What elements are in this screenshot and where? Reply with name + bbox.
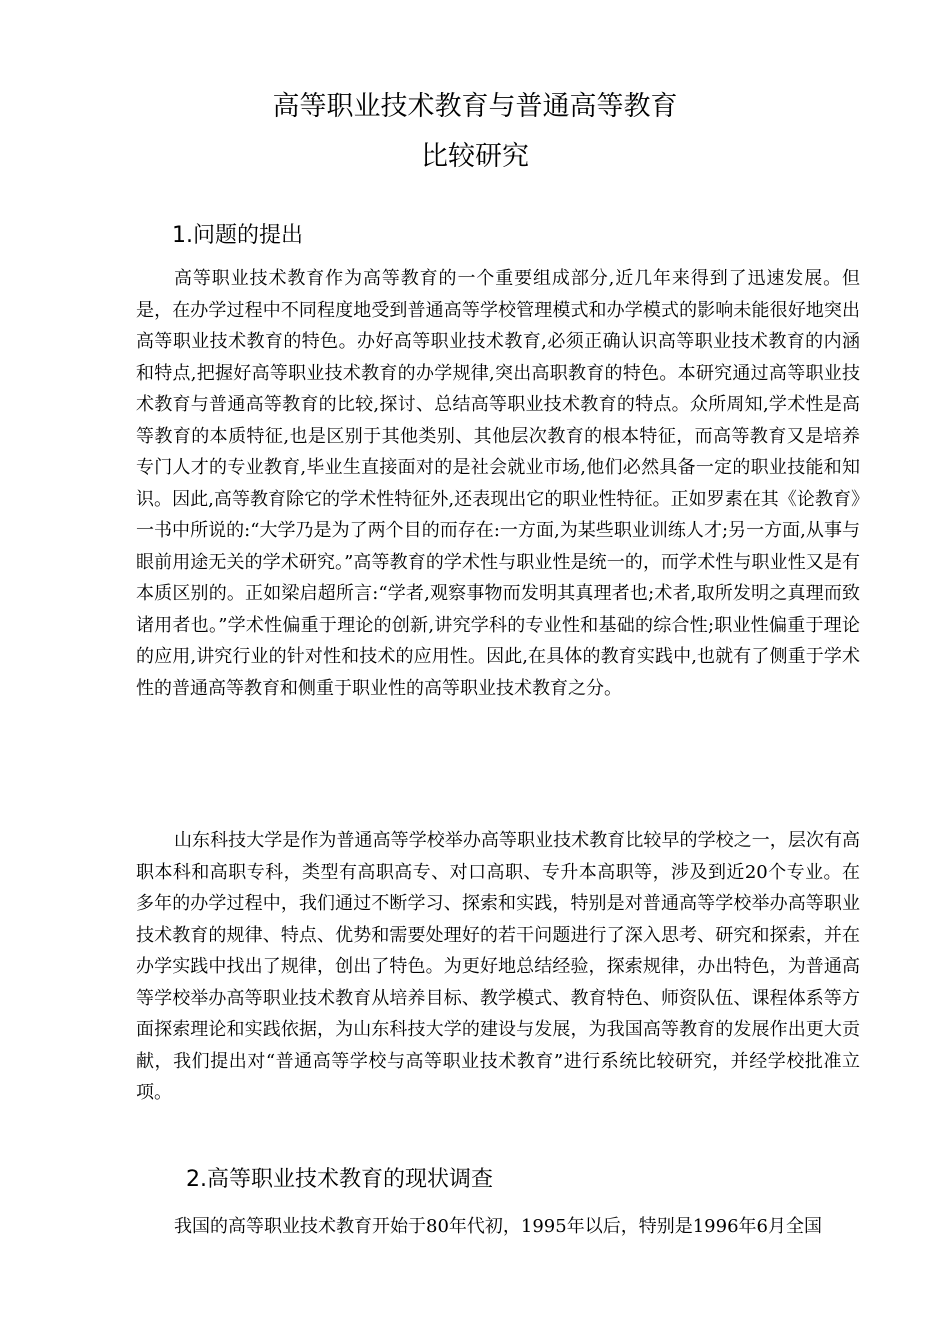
document-title-line-1: 高等职业技术教育与普通高等教育 [272, 91, 678, 122]
section-1-heading: 1.问题的提出 [172, 223, 303, 248]
section-1-paragraph-1: 高等职业技术教育作为高等教育的一个重要组成部分,近几年来得到了迅速发展。但是，在办学过程中不同程度地受到普通高等学校管理模式和办学模式的影响未能很好地突出高等职业技术教育的特色。办好高等职业技术教育,必须正确认识高等职业技术教育的内涵和特点,把握好高等职业技术教育的办学规律,突出高职教育的特色。本研究通过高等职业技术教育与普通高等教育的比较,探讨、总结高等职业技术教育的特点。众所周知,学术性是高等教育的本质特征,也是区别于其他类别、其他层次教育的根本特征，而高等教育又是培养专门人才的专业教育,毕业生直接面对的是社会就业市场,他们必然具备一定的职业技能和知识。因此,高等教育除它的学术性特征外,还表现出它的职业性特征。正如罗素在其《论教育》一书中所说的:“大学乃是为了两个目的而存在:一方面,为某些职业训练人才;另一方面,从事与眼前用途无关的学术研究。”高等教育的学术性与职业性是统一的，而学术性与职业性又是有本质区别的。正如梁启超所言:“学者,观察事物而发明其真理者也;术者,取所发明之真理而致诸用者也。”学术性偏重于理论的创新,讲究学科的专业性和基础的综合性;职业性偏重于理论的应用,讲究行业的针对性和技术的应用性。因此,在具体的教育实践中,也就有了侧重于学术性的普通高等教育和侧重于职业性的高等职业技术教育之分。 [136, 268, 860, 699]
section-2-heading: 2.高等职业技术教育的现状调查 [186, 1167, 493, 1192]
section-1-paragraph-2: 山东科技大学是作为普通高等学校举办高等职业技术教育比较早的学校之一，层次有高职本科和高职专科，类型有高职高专、对口高职、专升本高职等，涉及到近20个专业。在多年的办学过程中，我们通过不断学习、探索和实践，特别是对普通高等学校举办高等职业技术教育的规律、特点、优势和需要处理好的若干问题进行了深入思考、研究和探索，并在办学实践中找出了规律，创出了特色。为更好地总结经验，探索规律，办出特色，为普通高等学校举办高等职业技术教育从培养目标、教学模式、教育特色、师资队伍、课程体系等方面探索理论和实践依据，为山东科技大学的建设与发展，为我国高等教育的发展作出更大贡献，我们提出对“普通高等学校与高等职业技术教育”进行系统比较研究，并经学校批准立项。 [136, 830, 860, 1103]
section-2-paragraph-1: 我国的高等职业技术教育开始于80年代初，1995年以后，特别是1996年6月全国 [174, 1216, 822, 1237]
document-title-line-2: 比较研究 [421, 141, 529, 172]
